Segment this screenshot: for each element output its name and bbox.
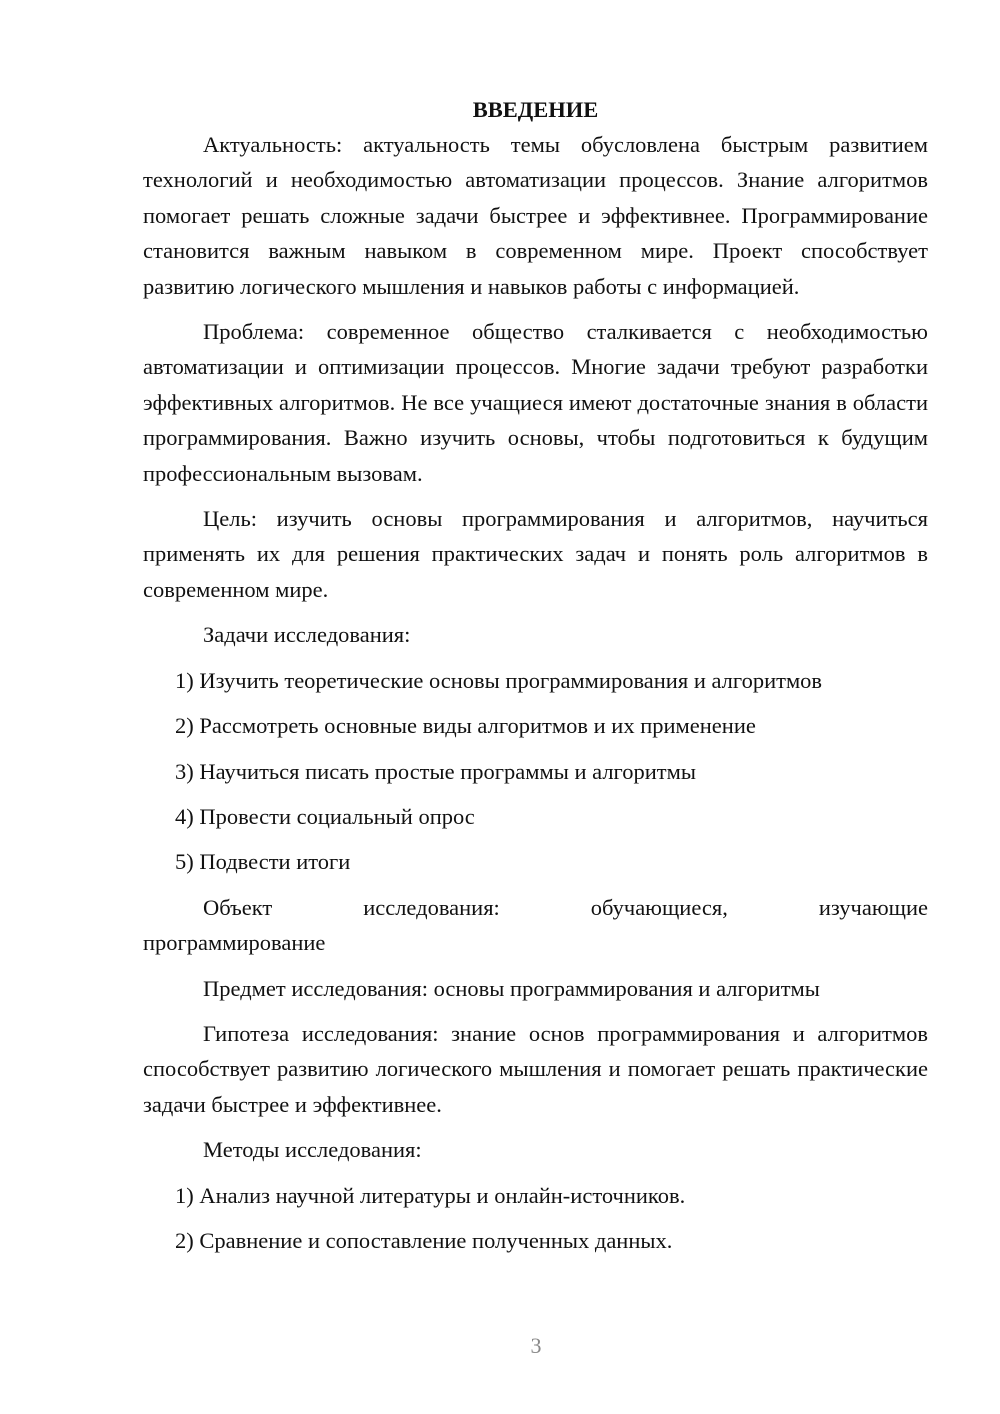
task-item: 3) Научиться писать простые программы и алгоритмы <box>175 758 696 784</box>
task-item: 4) Провести социальный опрос <box>175 803 475 829</box>
tasks-list <box>143 663 928 880</box>
method-item: 1) Анализ научной литературы и онлайн-источников. <box>175 1182 686 1208</box>
hypothesis-paragraph: Гипотеза исследования: знание основ программирования и алгоритмов способствует развитию логического мышления и помогает решать практические задачи быстрее и эффективнее. <box>143 1020 928 1117</box>
object-word: Объект <box>203 894 273 920</box>
section-heading: ВВЕДЕНИЕ <box>472 97 599 122</box>
object-word: изучающие <box>818 894 928 920</box>
object-word: исследования: <box>363 894 500 920</box>
problem-paragraph: Проблема: современное общество сталкивается с необходимостью автоматизации и оптимизации процессов. Многие задачи требуют разработки эффективных алгоритмов. Не все учащиеся имеют достаточные знания в области программирования. Важно изучить основы, чтобы подготовиться к будущим профессиональным вызовам. <box>143 319 928 486</box>
task-item: 5) Подвести итоги <box>175 849 351 875</box>
object-tail-line: программирование <box>143 930 326 956</box>
object-word: обучающиеся, <box>590 894 728 920</box>
method-item: 2) Сравнение и сопоставление полученных данных. <box>175 1227 673 1253</box>
page-content <box>143 92 928 1268</box>
object-paragraph <box>143 890 928 961</box>
subject-paragraph: Предмет исследования: основы программирования и алгоритмы <box>203 975 820 1001</box>
relevance-paragraph: Актуальность: актуальность темы обусловлена быстрым развитием технологий и необходимостью автоматизации процессов. Знание алгоритмов помогает решать сложные задачи быстрее и эффективнее. Программирование становится важным навыком в современном мире. Проект способствует развитию логического мышления и навыков работы с информацией. <box>143 132 928 299</box>
page-number: 3 <box>530 1333 542 1358</box>
task-item: 2) Рассмотреть основные виды алгоритмов и их применение <box>175 713 756 739</box>
goal-paragraph: Цель: изучить основы программирования и алгоритмов, научиться применять их для решения практических задач и понять роль алгоритмов в современном мире. <box>143 506 928 602</box>
tasks-title: Задачи исследования: <box>203 622 411 648</box>
methods-list <box>143 1178 928 1259</box>
object-first-line <box>143 890 928 925</box>
task-item: 1) Изучить теоретические основы программирования и алгоритмов <box>175 667 823 693</box>
methods-title: Методы исследования: <box>203 1137 422 1163</box>
